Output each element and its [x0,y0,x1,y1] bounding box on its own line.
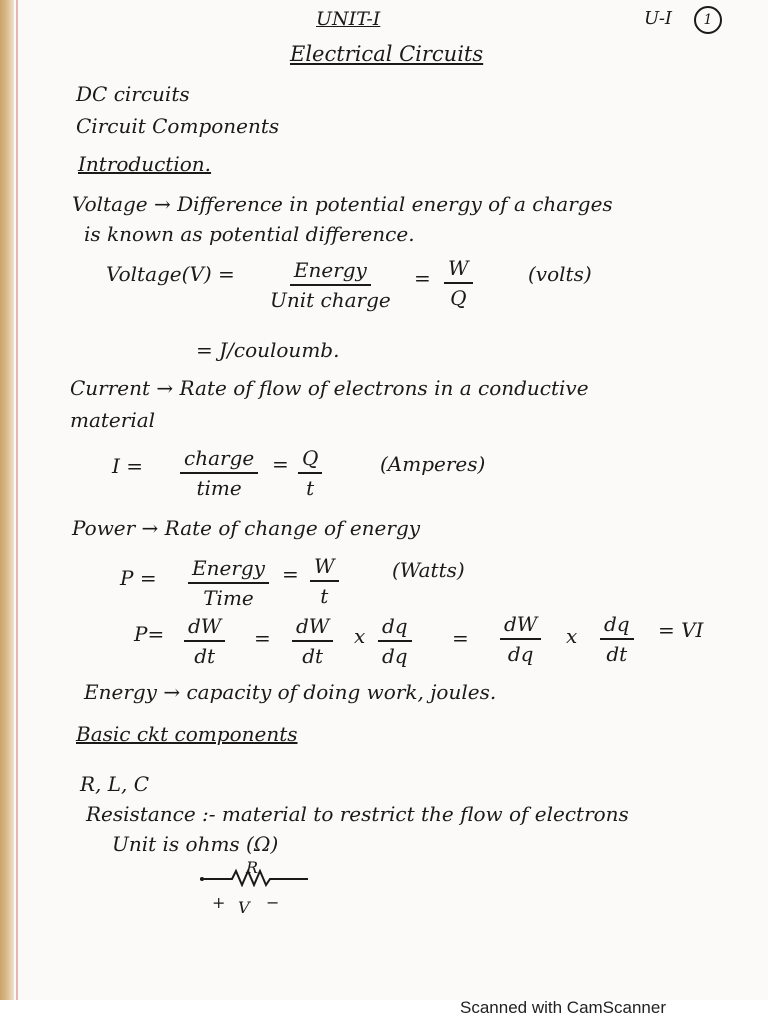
power-definition: Power → Rate of change of energy [72,516,421,540]
dq-denominator: dq [382,644,408,668]
dq-denominator: dq [507,642,534,666]
dw-numerator: dW [184,614,225,642]
voltage-equals: = [414,266,431,290]
derivative-equals-2: = [452,626,469,650]
unit-heading: UNIT-I [316,8,381,30]
voltage-wq-fraction [444,256,473,310]
dw-numerator: dW [500,612,541,640]
power-t: t [320,584,329,608]
power-vi: = VI [658,618,704,642]
rlc-line: R, L, C [80,772,150,796]
basic-ckt-heading: Basic ckt components [76,722,298,746]
current-q: Q [298,446,322,474]
derivative-equals-1: = [254,626,271,650]
current-lhs: I = [112,454,144,478]
power-dw-dt-2 [292,614,333,668]
dc-circuits-line: DC circuits [76,82,190,106]
current-fraction [180,446,258,500]
plus-terminal: + [212,893,226,912]
resistance-definition: Resistance :- material to restrict the flow of electrons [86,802,629,826]
circuit-components-line: Circuit Components [76,114,280,138]
resistance-unit: Unit is ohms (Ω) [112,832,279,856]
introduction-heading: Introduction. [78,152,212,176]
multiply-sign-2: x [566,624,578,648]
current-qt-fraction [298,446,322,500]
current-definition-1: Current → Rate of flow of electrons in a conductive [70,376,589,400]
power-dw-dq [500,612,541,666]
voltage-w: W [444,256,473,284]
current-equals: = [272,452,289,476]
voltage-jc: = J/couloumb. [196,338,340,362]
dq-numerator: dq [378,614,412,642]
minus-terminal: − [266,893,280,912]
power-wt-fraction [310,554,339,608]
power-dw-dt-1 [184,614,225,668]
scanner-footer: Scanned with CamScanner [460,998,667,1017]
voltage-q: Q [450,286,467,310]
dt-denominator: dt [606,642,628,666]
energy-definition: Energy → capacity of doing work, joules. [84,680,497,704]
voltage-label: V [238,898,250,917]
voltage-fraction [270,258,391,312]
power-numerator: Energy [188,556,269,584]
power-denominator: Time [203,586,254,610]
voltage-lhs: Voltage(V) = [106,262,235,286]
resistor-symbol [196,855,316,887]
power-unit: (Watts) [392,558,465,582]
voltage-denominator: Unit charge [270,288,391,312]
voltage-definition-2: is known as potential difference. [84,222,415,246]
current-t: t [306,476,315,500]
page-number: 1 [694,6,722,34]
dt-denominator: dt [194,644,216,668]
power-w: W [310,554,339,582]
current-definition-2: material [70,408,156,432]
page-label: U-I [644,8,673,29]
current-denominator: time [196,476,242,500]
current-numerator: charge [180,446,258,474]
page-title: Electrical Circuits [290,42,484,66]
power-dq-dt [600,612,634,666]
power-derivative-lhs: P= [134,622,165,646]
power-lhs: P = [120,566,157,590]
power-fraction [188,556,269,610]
power-equals: = [282,562,299,586]
voltage-numerator: Energy [290,258,371,286]
dt-denominator: dt [302,644,324,668]
multiply-sign-1: x [354,624,366,648]
margin-line [16,0,18,1000]
dq-numerator: dq [600,612,634,640]
resistor-label: R [246,858,259,877]
power-dq-dq [378,614,412,668]
current-unit: (Amperes) [380,452,486,476]
page-edge [0,0,14,1000]
dw-numerator: dW [292,614,333,642]
voltage-definition-1: Voltage → Difference in potential energy of a charges [72,192,613,216]
voltage-unit: (volts) [528,262,592,286]
